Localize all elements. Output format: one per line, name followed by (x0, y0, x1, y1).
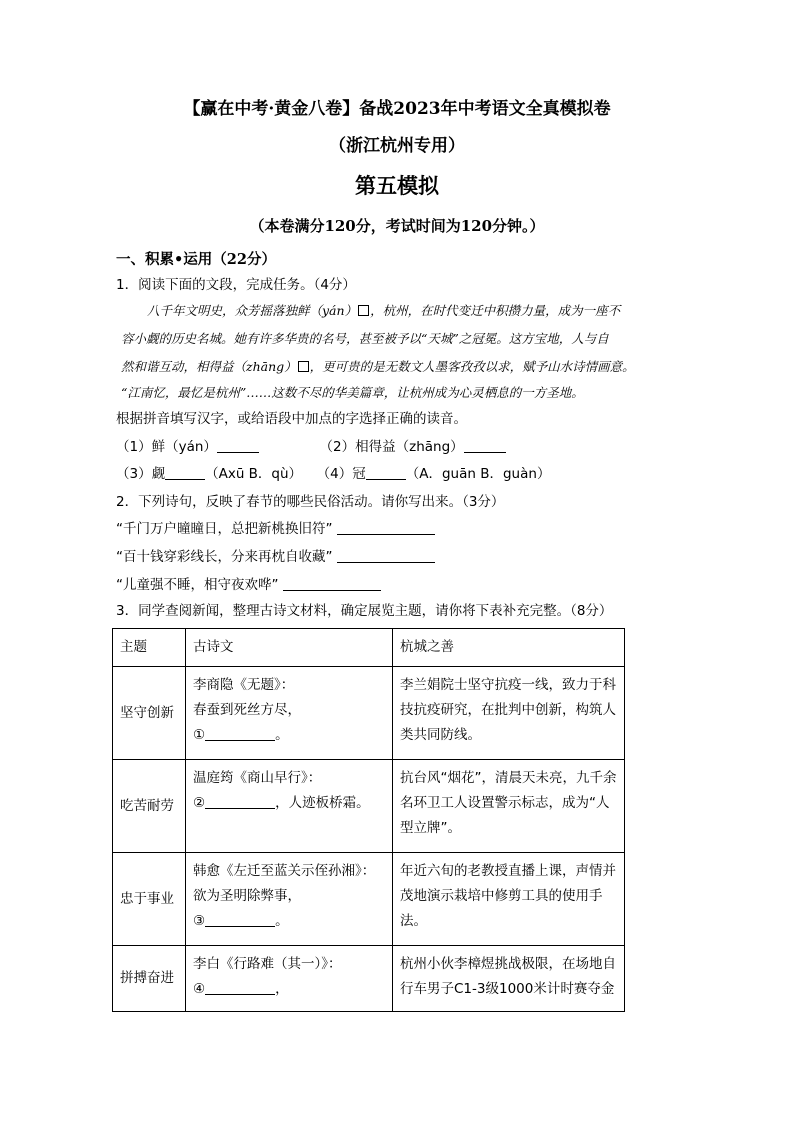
item-4-blank[interactable] (366, 465, 406, 480)
news-line: 行车男子C1-3级1000米计时赛夺金 (400, 981, 615, 997)
poem-cell (186, 667, 393, 760)
passage-text: 然和谐互动，相得益（zhāng） (121, 359, 297, 374)
passage-line-4: “江南忆，最忆是杭州”……这数不尽的华美篇章，让杭州成为心灵栖息的一方圣地。 (121, 385, 584, 400)
poem-source: 温庭筠《商山早行》： (193, 770, 322, 786)
item-4-label: （4）冠 (316, 466, 366, 482)
item-3-options: （Axū B．qù） (205, 466, 303, 482)
news-cell (393, 946, 625, 1012)
poem-blank-line (193, 723, 392, 748)
poem-blank-line (193, 791, 392, 816)
item-2-label: （2）相得益（zhāng） (319, 439, 464, 455)
answer-blank[interactable] (205, 980, 275, 995)
news-line: 型立牌”。 (400, 820, 461, 836)
poem-line: 欲为圣明除弊事， (193, 888, 301, 904)
answer-blank[interactable] (205, 912, 275, 927)
news-line: 名环卫工人设置警示标志，成为“人 (400, 795, 610, 811)
passage-line-3 (121, 358, 635, 376)
table-row (113, 853, 625, 946)
news-line: 杭州小伙李樟煜挑战极限，在场地自 (400, 956, 616, 972)
punctuation: ， (275, 981, 289, 997)
table-header: 主题 (113, 629, 186, 667)
question-1-row-b (116, 464, 550, 484)
question-2-line-2 (116, 547, 435, 567)
poem-line: 春蚕到死丝方尽， (193, 702, 301, 718)
question-2-line-1 (116, 519, 435, 539)
answer-box[interactable] (358, 305, 369, 316)
exhibition-table (112, 628, 625, 1012)
answer-blank[interactable] (283, 576, 381, 591)
poem-blank-line (193, 977, 392, 1002)
passage-text: ，更可贵的是无数文人墨客孜孜以求，赋予山水诗情画意。 (309, 359, 635, 374)
news-line: 技抗疫研究，在批判中创新，构筑人 (400, 702, 616, 718)
table-header: 古诗文 (186, 629, 393, 667)
news-line: 抗台风“烟花”，清晨天未亮，九千余 (400, 770, 617, 786)
question-2-stem: 2．下列诗句，反映了春节的哪些民俗活动。请你写出来。（3分） (116, 494, 505, 510)
news-line: 类共同防线。 (400, 727, 481, 743)
answer-blank[interactable] (205, 726, 275, 741)
question-3-stem: 3．同学查阅新闻，整理古诗文材料，确定展览主题，请你将下表补充完整。（8分） (116, 603, 613, 619)
item-1-label: （1）鲜（yán） (116, 439, 217, 455)
passage-text: ，杭州，在时代变迁中积攒力量，成为一座不 (370, 303, 621, 318)
punctuation: 。 (275, 913, 289, 929)
question-1-row-a (116, 437, 506, 457)
theme-cell: 吃苦耐劳 (113, 760, 186, 853)
poem-line: “百十钱穿彩线长，分来再枕自收藏” (116, 549, 333, 565)
item-2-blank[interactable] (464, 438, 506, 453)
blank-number: ④ (193, 981, 206, 997)
item-3-label: （3）觑 (116, 466, 166, 482)
table-header-row (113, 629, 625, 667)
passage-line-2: 容小觑的历史名城。她有许多华贵的名号，甚至被予以“天城”之冠冕。这方宝地，人与自 (121, 331, 609, 346)
poem-line: “儿童强不睡，相守夜欢哗” (116, 577, 279, 593)
blank-number: ② (193, 795, 206, 811)
poem-cell (186, 853, 393, 946)
news-line: 法。 (400, 913, 427, 929)
exam-note: （本卷满分120分，考试时间为120分钟。） (249, 217, 545, 235)
exam-title: 【赢在中考·黄金八卷】备战2023年中考语文全真模拟卷 (183, 99, 611, 119)
news-cell (393, 760, 625, 853)
passage-text: 八千年文明史，众芳摇落独鲜（yán） (147, 303, 358, 318)
answer-blank[interactable] (337, 548, 435, 563)
item-4-options: （A．guān B．guàn） (405, 466, 551, 482)
question-1-stem: 1．阅读下面的文段，完成任务。（4分） (116, 277, 356, 293)
table-row (113, 946, 625, 1012)
news-line: 李兰娟院士坚守抗疫一线，致力于科 (400, 677, 616, 693)
question-2-line-3 (116, 575, 381, 595)
exam-subtitle: （浙江杭州专用） (329, 136, 465, 156)
poem-source: 韩愈《左迁至蓝关示侄孙湘》： (193, 863, 376, 879)
table-row (113, 667, 625, 760)
item-3-blank[interactable] (165, 465, 205, 480)
news-cell (393, 853, 625, 946)
item-1-blank[interactable] (217, 438, 259, 453)
poem-source: 李白《行路难（其一）》： (193, 956, 342, 972)
poem-source: 李商隐《无题》： (193, 677, 295, 693)
theme-cell: 忠于事业 (113, 853, 186, 946)
table-row (113, 760, 625, 853)
punctuation: 。 (275, 727, 289, 743)
passage-line-1 (147, 302, 620, 320)
theme-cell: 拼搏奋进 (113, 946, 186, 1012)
theme-cell: 坚守创新 (113, 667, 186, 760)
poem-cell (186, 760, 393, 853)
answer-box[interactable] (298, 361, 309, 372)
poem-cell (186, 946, 393, 1012)
exam-name: 第五模拟 (355, 173, 439, 198)
question-1-instruction: 根据拼音填写汉字，或给语段中加点的字选择正确的读音。 (116, 411, 467, 427)
section-heading: 一、积累•运用（22分） (116, 251, 276, 268)
blank-number: ③ (193, 913, 206, 929)
news-line: 年近六旬的老教授直播上课，声情并 (400, 863, 616, 879)
news-line: 茂地演示栽培中修剪工具的使用手 (400, 888, 603, 904)
answer-blank[interactable] (205, 794, 275, 809)
table-header: 杭城之善 (393, 629, 625, 667)
poem-blank-line (193, 909, 392, 934)
poem-line: ，人迹板桥霜。 (275, 795, 370, 811)
news-cell (393, 667, 625, 760)
blank-number: ① (193, 727, 206, 743)
answer-blank[interactable] (337, 520, 435, 535)
poem-line: “千门万户曈曈日，总把新桃换旧符” (116, 521, 333, 537)
